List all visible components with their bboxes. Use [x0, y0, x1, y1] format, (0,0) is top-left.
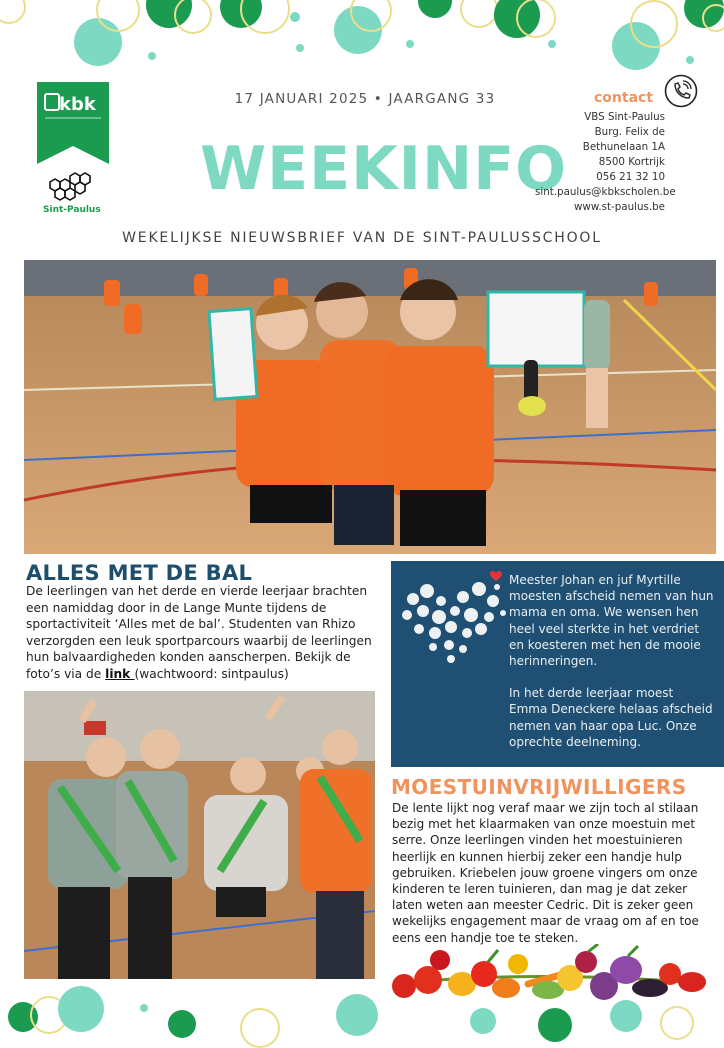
article-body-alles-met-de-bal [26, 583, 376, 682]
small-red-heart-icon [490, 571, 502, 582]
contact-website[interactable]: www.st-paulus.be [574, 201, 665, 213]
main-photo-sports-hall [24, 260, 716, 554]
contact-title: contact [594, 90, 654, 106]
contact-city: 8500 Kortrijk [598, 156, 665, 168]
article-body-text: De leerlingen van het derde en vierde leerjaar brachten een namiddag door in de Lange Munte tijdens de sportactiviteit ‘Alles met de bal’. Studenten van Rhizo verzorgden een leuk sportparcours waarbij de leerlingen hun balvaardigheden konden aanscherpen. Bekijk de foto’s via de [26, 584, 372, 681]
decor-ring [516, 0, 556, 38]
decor-dot [148, 52, 156, 60]
decor-dot [336, 994, 378, 1036]
decor-ring [630, 0, 678, 48]
kbk-logo-text: kbk [59, 94, 96, 115]
sint-paulus-logo-text: Sint-Paulus [43, 205, 101, 215]
condolence-paragraph-2: In het derde leerjaar moest Emma Deneckere helaas afscheid nemen van haar opa Luc. Onze oprechte deelneming. [509, 686, 713, 749]
article-heading-alles-met-de-bal: ALLES MET DE BAL [26, 561, 253, 585]
kbk-logo [37, 82, 109, 164]
password-note: (wachtwoord: sintpaulus) [134, 666, 289, 681]
phone-icon [664, 74, 698, 108]
contact-email[interactable]: sint.paulus@kbkscholen.be [535, 186, 676, 198]
decor-dot [406, 40, 414, 48]
condolence-text [509, 572, 714, 750]
decor-dot [58, 986, 104, 1032]
decor-dot [610, 1000, 642, 1032]
decor-dot [0, 0, 26, 24]
decor-dot [290, 12, 300, 22]
decor-ring [702, 4, 724, 32]
decor-ring [240, 0, 290, 34]
decor-dot [686, 56, 694, 64]
decor-ring [660, 1006, 694, 1040]
article-heading-moestuinvrijwilligers: MOESTUINVRIJWILLIGERS [391, 775, 687, 799]
decor-dot [538, 1008, 572, 1042]
contact-school-name: VBS Sint-Paulus [584, 111, 665, 123]
decor-dot [470, 1008, 496, 1034]
decor-ring [240, 1008, 280, 1048]
decor-dot [296, 44, 304, 52]
decor-ring [460, 0, 498, 28]
group-photo-children [24, 691, 375, 979]
sint-paulus-logo [40, 168, 115, 216]
contact-details [535, 110, 676, 215]
issue-date-line: 17 JANUARI 2025 • JAARGANG 33 [234, 91, 496, 107]
contact-phone: 056 21 32 10 [596, 171, 665, 183]
decor-dot [548, 40, 556, 48]
decor-dot [140, 1004, 148, 1012]
contact-street: Burg. Felix de Bethunelaan 1A [582, 126, 665, 153]
article-body-moestuinvrijwilligers: De lente lijkt nog veraf maar we zijn toch al stilaan bezig met het klaarmaken van onze moestuin met serre. Onze leerlingen vinden het moestuinieren heerlijk en kunnen hierbij zeker een handje hulp gebruiken. Kriebelen jouw groene vingers om onze kinderen te leren tuinieren, dan mag je dat zeker laten weten aan meester Cedric. Dit is zeker geen wekelijks engagement maar de vraag om af en toe eens een handje toe te steken. [392, 801, 699, 945]
decor-ring [174, 0, 212, 34]
heart-cluster-icon [393, 571, 509, 675]
page-title: WEEKINFO [200, 134, 568, 204]
decor-dot [168, 1010, 196, 1038]
condolence-paragraph-1: Meester Johan en juf Myrtille moesten afscheid nemen van hun mama en oma. We wensen hen heel veel sterkte in het verdriet en koesteren met hen de mooie herinneringen. [509, 573, 714, 669]
decor-dot [418, 0, 452, 18]
vegetables-illustration [388, 944, 714, 1002]
newsletter-subtitle: WEKELIJKSE NIEUWSBRIEF VAN DE SINT-PAULUSSCHOOL [122, 230, 602, 246]
photos-link[interactable]: link [105, 666, 135, 681]
